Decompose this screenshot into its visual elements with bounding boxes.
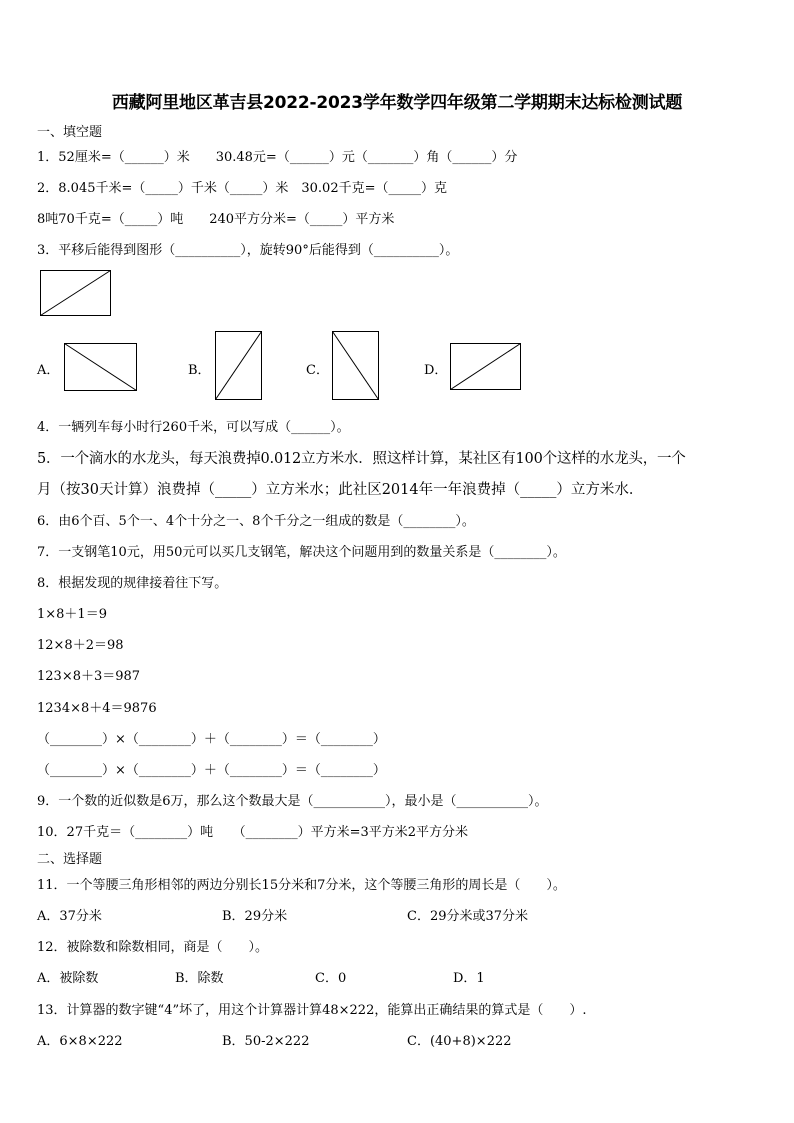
page-title: 西藏阿里地区革吉县2022-2023学年数学四年级第二学期期末达标检测试题 xyxy=(111,93,683,113)
q12-option-b: B．除数 xyxy=(175,971,224,986)
option-a-figure xyxy=(64,343,138,391)
question-10: 10．27千克＝（________）吨 （________）平方米=3平方米2平方分米 xyxy=(37,825,469,840)
original-figure xyxy=(40,270,112,316)
pattern-line-3: 123×8＋3＝987 xyxy=(37,669,141,684)
q11-option-a: A．37分米 xyxy=(37,909,102,924)
question-1: 1．52厘米=（______）米 30.48元=（______）元（_______）角（______）分 xyxy=(37,150,518,165)
option-a-label: A． xyxy=(37,363,60,378)
pattern-blank-line-1: （________）×（________）＋（________）＝（________） xyxy=(37,732,386,747)
q13-option-c: C．(40+8)×222 xyxy=(407,1034,512,1049)
pattern-line-2: 12×8＋2＝98 xyxy=(37,638,124,653)
option-d-figure xyxy=(450,343,522,391)
q11-option-b: B．29分米 xyxy=(222,909,288,924)
q13-option-b: B．50-2×222 xyxy=(222,1034,310,1049)
question-12: 12．被除数和除数相同，商是（ ）。 xyxy=(37,940,269,955)
q11-option-c: C．29分米或37分米 xyxy=(407,909,529,924)
question-3: 3．平移后能得到图形（__________），旋转90°后能得到（__________）。 xyxy=(37,243,459,258)
question-7: 7．一支钢笔10元，用50元可以买几支钢笔，解决这个问题用到的数量关系是（________）。 xyxy=(37,545,566,560)
question-8: 8．根据发现的规律接着往下写。 xyxy=(37,576,228,591)
section-heading-fill-blank: 一、填空题 xyxy=(37,125,103,140)
question-2-part-1: 2．8.045千米=（_____）千米（_____）米 30.02千克=（_____）克 xyxy=(37,181,447,196)
question-4: 4．一辆列车每小时行260千米，可以写成（______）。 xyxy=(37,420,350,435)
option-d-label: D． xyxy=(424,363,448,378)
question-2-part-2: 8吨70千克=（_____）吨 240平方分米=（_____）平方米 xyxy=(37,212,395,227)
pattern-line-4: 1234×8＋4＝9876 xyxy=(37,701,157,716)
q12-option-c: C．0 xyxy=(315,971,347,986)
question-6: 6．由6个百、5个一、4个十分之一、8个千分之一组成的数是（________）。 xyxy=(37,514,475,529)
q13-option-a: A．6×8×222 xyxy=(37,1034,123,1049)
pattern-blank-line-2: （________）×（________）＋（________）＝（________） xyxy=(37,763,386,778)
question-9: 9．一个数的近似数是6万，那么这个数最大是（___________），最小是（___________）。 xyxy=(37,794,548,809)
question-13: 13．计算器的数字键“4”坏了，用这个计算器计算48×222，能算出正确结果的算式是（ ）. xyxy=(37,1003,587,1018)
question-5-part-1: 5．一个滴水的水龙头，每天浪费掉0.012立方米水．照这样计算，某社区有100个这样的水龙头，一个 xyxy=(37,451,686,467)
q12-option-d: D．1 xyxy=(453,971,485,986)
q12-option-a: A．被除数 xyxy=(37,971,99,986)
section-heading-multiple-choice: 二、选择题 xyxy=(37,852,103,867)
option-c-figure xyxy=(332,331,380,401)
option-c-label: C． xyxy=(306,363,329,378)
option-b-figure xyxy=(215,331,263,401)
question-5-part-2: 月（按30天计算）浪费掉（_____）立方米水；此社区2014年一年浪费掉（_____）立方米水． xyxy=(37,482,644,498)
pattern-line-1: 1×8＋1＝9 xyxy=(37,607,107,622)
option-b-label: B． xyxy=(188,363,211,378)
question-11: 11．一个等腰三角形相邻的两边分别长15分米和7分米，这个等腰三角形的周长是（ ）。 xyxy=(37,878,566,893)
